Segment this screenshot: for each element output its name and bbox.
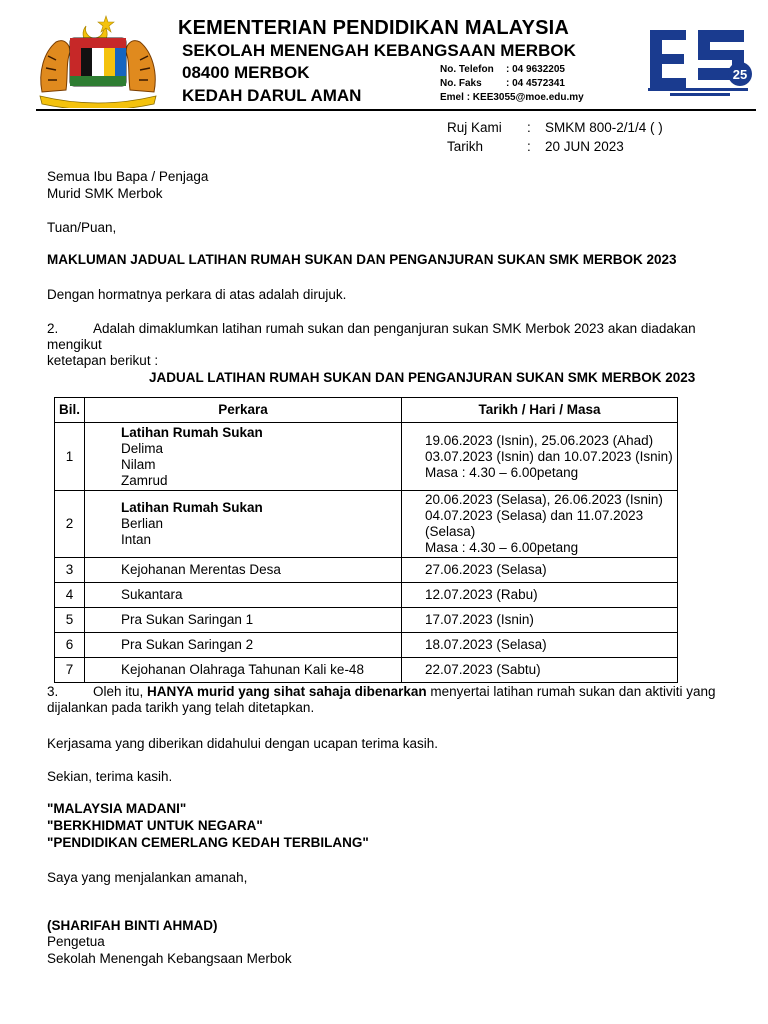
row-tarikh [402, 423, 678, 491]
row-perkara-item: Berlian [121, 516, 164, 531]
table-row [55, 423, 678, 491]
date-label: Tarikh [447, 139, 484, 154]
school-postcode: 08400 MERBOK [182, 63, 310, 82]
letter-subject: MAKLUMAN JADUAL LATIHAN RUMAH SUKAN DAN PENGANJURAN SUKAN SMK MERBOK 2023 [47, 252, 677, 267]
row-perkara-title: Latihan Rumah Sukan [121, 500, 263, 515]
row-date-line: Masa : 4.30 – 6.00petang [425, 464, 579, 480]
paragraph-2-number: 2. [47, 321, 59, 336]
row-perkara-item: Zamrud [121, 473, 168, 488]
row-bil: 7 [55, 658, 85, 683]
row-perkara: Kejohanan Merentas Desa [85, 558, 402, 583]
table-row [55, 583, 678, 608]
row-perkara [85, 423, 402, 491]
school-name: SEKOLAH MENENGAH KEBANGSAAN MERBOK [182, 41, 576, 60]
row-tarikh: 27.06.2023 (Selasa) [402, 558, 678, 583]
reference-colon: : [527, 120, 531, 135]
contact-phone-value: : 04 9632205 [506, 64, 565, 75]
reference-label: Ruj Kami [447, 120, 502, 135]
header-bil: Bil. [55, 398, 85, 423]
coat-of-arms-logo [36, 12, 160, 108]
thanks-line: Kerjasama yang diberikan didahului dengan ucapan terima kasih. [47, 736, 438, 751]
row-tarikh [402, 491, 678, 558]
paragraph-3-post: menyertai latihan rumah sukan dan aktiviti yang [426, 684, 716, 699]
row-perkara: Sukantara [85, 583, 402, 608]
schedule-table [54, 397, 678, 683]
row-perkara: Pra Sukan Saringan 1 [85, 608, 402, 633]
date-colon: : [527, 139, 531, 154]
table-header-row [55, 398, 678, 423]
salutation: Tuan/Puan, [47, 220, 117, 235]
date-value: 20 JUN 2023 [545, 139, 624, 154]
paragraph-3 [47, 684, 737, 716]
row-bil: 1 [55, 423, 85, 491]
row-bil: 6 [55, 633, 85, 658]
ministry-name: KEMENTERIAN PENDIDIKAN MALAYSIA [178, 17, 570, 39]
table-row [55, 491, 678, 558]
table-row [55, 558, 678, 583]
row-tarikh: 22.07.2023 (Sabtu) [402, 658, 678, 683]
reference-row [447, 120, 663, 135]
table-row [55, 608, 678, 633]
contact-fax-value: : 04 4572341 [506, 78, 565, 89]
reference-value: SMKM 800-2/1/4 ( ) [545, 120, 663, 135]
paragraph-1: Dengan hormatnya perkara di atas adalah dirujuk. [47, 287, 347, 302]
row-bil: 4 [55, 583, 85, 608]
paragraph-3-emphasis: HANYA murid yang sihat sahaja dibenarkan [147, 684, 427, 699]
signatory-organisation: Sekolah Menengah Kebangsaan Merbok [47, 951, 292, 966]
row-perkara-item: Delima [121, 441, 164, 456]
row-perkara-item: Intan [121, 532, 152, 547]
contact-email-value: : KEE3055@moe.edu.my [466, 92, 584, 103]
paragraph-2-text-2: ketetapan berikut : [47, 353, 159, 368]
slogan-1: "MALAYSIA MADANI" [47, 801, 187, 816]
row-date-line: 19.06.2023 (Isnin), 25.06.2023 (Ahad) [425, 432, 654, 448]
recipient-line-2: Murid SMK Merbok [47, 186, 163, 201]
paragraph-3-line-2: dijalankan pada tarikh yang telah ditetapkan. [47, 700, 315, 715]
paragraph-3-pre: Oleh itu, [93, 684, 148, 699]
recipient-line-1: Semua Ibu Bapa / Penjaga [47, 169, 209, 184]
contact-email-label: Emel [440, 92, 464, 103]
contact-fax [440, 78, 565, 89]
row-bil: 3 [55, 558, 85, 583]
row-perkara: Kejohanan Olahraga Tahunan Kali ke-48 [85, 658, 402, 683]
header-divider [36, 109, 756, 111]
school-anniversary-logo [640, 22, 756, 98]
header-perkara: Perkara [85, 398, 402, 423]
sign-off: Saya yang menjalankan amanah, [47, 870, 248, 885]
contact-email [440, 92, 584, 103]
slogan-2: "BERKHIDMAT UNTUK NEGARA" [47, 818, 263, 833]
contact-fax-label: No. Faks [440, 78, 482, 89]
contact-phone-label: No. Telefon [440, 64, 494, 75]
row-tarikh: 18.07.2023 (Selasa) [402, 633, 678, 658]
row-perkara: Pra Sukan Saringan 2 [85, 633, 402, 658]
row-tarikh: 17.07.2023 (Isnin) [402, 608, 678, 633]
row-perkara-item: Nilam [121, 457, 156, 472]
paragraph-2 [47, 321, 737, 369]
date-row [447, 139, 624, 154]
row-tarikh: 12.07.2023 (Rabu) [402, 583, 678, 608]
table-row [55, 658, 678, 683]
row-bil: 5 [55, 608, 85, 633]
school-state: KEDAH DARUL AMAN [182, 86, 362, 105]
closing-line: Sekian, terima kasih. [47, 769, 173, 784]
header-tarikh: Tarikh / Hari / Masa [402, 398, 678, 423]
paragraph-2-text: Adalah dimaklumkan latihan rumah sukan dan penganjuran sukan SMK Merbok 2023 akan diadakan mengikut [47, 321, 696, 352]
table-row [55, 633, 678, 658]
signatory-name: (SHARIFAH BINTI AHMAD) [47, 918, 218, 933]
table-title: JADUAL LATIHAN RUMAH SUKAN DAN PENGANJURAN SUKAN SMK MERBOK 2023 [149, 370, 696, 385]
row-perkara-title: Latihan Rumah Sukan [121, 425, 263, 440]
row-date-line: 03.07.2023 (Isnin) dan 10.07.2023 (Isnin) [425, 448, 673, 464]
contact-phone [440, 64, 565, 75]
logo-number: 25 [732, 67, 748, 82]
row-date-line: 20.06.2023 (Selasa), 26.06.2023 (Isnin) [425, 492, 663, 507]
row-date-line: Masa : 4.30 – 6.00petang [425, 540, 579, 555]
row-date-line: 04.07.2023 (Selasa) dan 11.07.2023 (Selasa) [425, 508, 644, 539]
paragraph-3-number: 3. [47, 684, 59, 699]
row-perkara [85, 491, 402, 558]
slogan-3: "PENDIDIKAN CEMERLANG KEDAH TERBILANG" [47, 835, 369, 850]
row-bil: 2 [55, 491, 85, 558]
signatory-title: Pengetua [47, 934, 105, 949]
